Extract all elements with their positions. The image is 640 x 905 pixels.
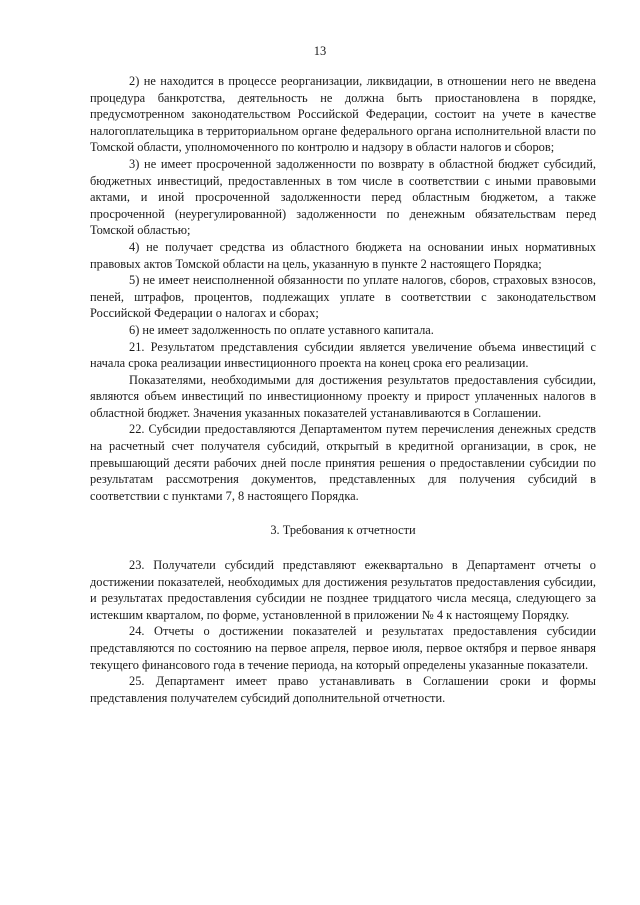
page-number: 13 [313, 44, 327, 58]
paragraph-indicators: Показателями, необходимыми для достижения результатов предоставления субсидии, являются объем инвестиций по инвестиционному проекту и прирост уплаченных налогов в областной бюджет. Значения указанных показателей устанавливаются в Соглашении. [90, 372, 596, 420]
paragraph-item-3: 3) не имеет просроченной задолженности по возврату в областной бюджет субсидий, бюджетных инвестиций, предоставленных в том числе в соответствии с иными правовыми актами, и иной просроченной задолженности перед областным бюджетом, а также просроченной (неурегулированной) задолженности по денежным обязательствам перед Томской областью; [90, 156, 596, 238]
paragraph-clause-22: 22. Субсидии предоставляются Департаментом путем перечисления денежных средств на расчетный счет получателя субсидий, открытый в кредитной организации, в срок, не превышающий десяти рабочих дней после принятия решения о предоставлении субсидии по результатам рассмотрения документов, представленных для получения субсидий в соответствии с пунктами 7, 8 настоящего Порядка. [90, 422, 596, 503]
paragraph-item-6: 6) не имеет задолженность по оплате уставного капитала. [129, 322, 434, 337]
paragraph-item-5: 5) не имеет неисполненной обязанности по уплате налогов, сборов, страховых взносов, пеней, штрафов, процентов, подлежащих уплате в соответствии с законодательством Российской Федерации о налогах и сборах; [90, 273, 596, 321]
paragraph-clause-23: 23. Получатели субсидий представляют ежеквартально в Департамент отчеты о достижении показателей, необходимых для достижения результатов предоставления субсидии, и результатах предоставления субсидии не позднее тридцатого числа месяца, следующего за истекшим кварталом, по форме, установленной в приложении № 4 к настоящему Порядку. [90, 558, 596, 622]
section-heading: 3. Требования к отчетности [270, 523, 416, 538]
document-body [90, 73, 596, 706]
paragraph-clause-21: 21. Результатом представления субсидии является увеличение объема инвестиций с начала срока реализации инвестиционного проекта на конец срока его реализации. [90, 339, 596, 371]
paragraph-item-4: 4) не получает средства из областного бюджета на основании иных нормативных правовых актов Томской области на цель, указанную в пункте 2 настоящего Порядка; [90, 239, 596, 271]
paragraph-clause-24: 24. Отчеты о достижении показателей и результатах предоставления субсидии представляются по состоянию на первое апреля, первое июля, первое октября и первое января текущего финансового года в течение периода, на который определены указанные показатели. [90, 624, 596, 672]
paragraph-clause-25: 25. Департамент имеет право устанавливать в Соглашении сроки и формы представления получателем субсидий дополнительной отчетности. [90, 674, 596, 705]
paragraph-item-2: 2) не находится в процессе реорганизации, ликвидации, в отношении него не введена процедура банкротства, деятельность не должна быть приостановлена в порядке, предусмотренном законодательством Российской Федерации, состоит на учете в качестве налогоплательщика в территориальном органе федерального органа исполнительной власти по Томской области, уполномоченного по контролю и надзору в области налогов и сборов; [90, 74, 596, 155]
